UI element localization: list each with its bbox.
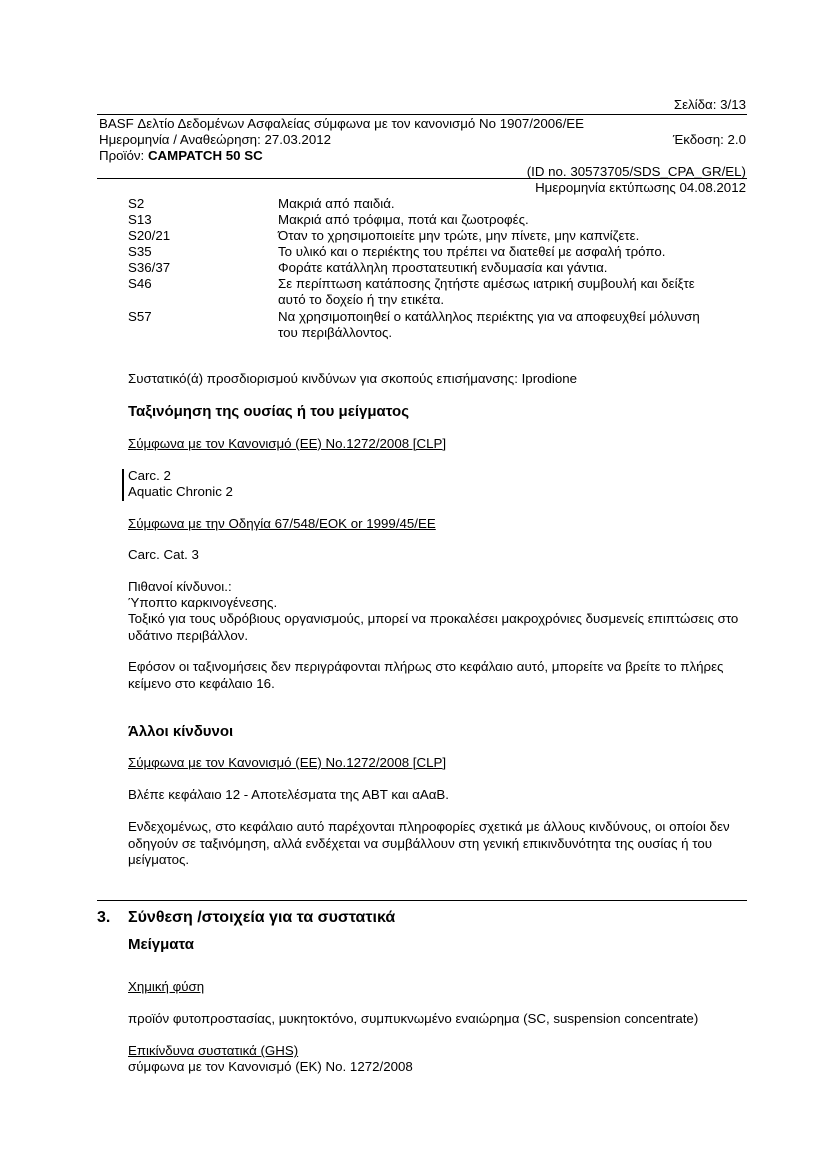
product-label: Προϊόν:	[99, 148, 148, 163]
labelling-components: Συστατικό(ά) προσδιορισμού κινδύνων για σκοπούς επισήμανσης: Iprodione	[128, 371, 578, 386]
hazardous-components-label: Επικίνδυνα συστατικά (GHS)	[128, 1043, 299, 1058]
safety-phrase-row	[128, 276, 748, 308]
phrase-text: Σε περίπτωση κατάποσης ζητήστε αμέσως ιατρική συμβουλή και δείξτε αυτό το δοχείο ή την ετικέτα.	[278, 276, 695, 307]
phrase-text: Να χρησιμοποιηθεί ο κατάλληλος περιέκτης για να αποφευχθεί μόλυνση του περιβάλλοντος.	[278, 309, 700, 340]
document-title: BASF Δελτίο Δεδομένων Ασφαλείας σύμφωνα με τον κανονισμό Νο 1907/2006/ΕΕ	[99, 116, 584, 131]
phrase-code: S36/37	[128, 260, 171, 275]
header-bottom-rule	[97, 178, 747, 179]
phrase-text: Μακριά από παιδιά.	[278, 196, 395, 211]
document-id: (ID no. 30573705/SDS_CPA_GR/EL)	[526, 164, 746, 179]
section-divider	[97, 900, 747, 901]
phrase-text: Το υλικό και ο περιέκτης του πρέπει να διατεθεί με ασφαλή τρόπο.	[278, 244, 666, 259]
clp-subheading: Σύμφωνα με τον Κανονισμό (ΕΕ) Νο.1272/2008 [CLP]	[128, 436, 447, 451]
chemical-nature-label: Χημική φύση	[128, 979, 205, 994]
directive-subheading: Σύμφωνα με την Οδηγία 67/548/ΕΟΚ or 1999/45/ΕΕ	[128, 516, 436, 531]
clp-classification-2: Aquatic Chronic 2	[128, 484, 233, 499]
safety-phrase-row	[128, 196, 748, 212]
hazardous-components-regulation: σύμφωνα με τον Κανονισμό (ΕΚ) Νο. 1272/2008	[128, 1059, 413, 1074]
phrase-text: Μακριά από τρόφιμα, ποτά και ζωοτροφές.	[278, 212, 529, 227]
revision-change-bar	[122, 469, 124, 501]
hazard-carcinogen: Ύποπτο καρκινογένεσης.	[128, 595, 278, 610]
safety-phrase-row	[128, 212, 748, 228]
hazards-title: Πιθανοί κίνδυνοι.:	[128, 579, 232, 594]
phrase-code: S35	[128, 244, 152, 259]
header-top-rule	[97, 114, 747, 115]
phrase-text: Όταν το χρησιμοποιείτε μην τρώτε, μην πίνετε, μην καπνίζετε.	[278, 228, 640, 243]
product-line	[99, 148, 263, 164]
safety-phrase-row	[128, 309, 748, 341]
page-number: Σελίδα: 3/13	[673, 97, 746, 112]
chemical-nature: προϊόν φυτοπροστασίας, μυκητοκτόνο, συμπυκνωμένο εναιώρημα (SC, suspension concentrate)	[128, 1011, 699, 1026]
version-label: Έκδοση: 2.0	[672, 132, 746, 147]
classification-heading: Ταξινόμηση της ουσίας ή του μείγματος	[128, 403, 410, 420]
phrase-code: S2	[128, 196, 145, 211]
clp-classification-1: Carc. 2	[128, 468, 171, 483]
phrase-code: S20/21	[128, 228, 171, 243]
directive-classification: Carc. Cat. 3	[128, 547, 199, 562]
safety-phrase-row	[128, 260, 748, 276]
print-date: Ημερομηνία εκτύπωσης 04.08.2012	[535, 180, 746, 195]
hazard-aquatic: Τοξικό για τους υδρόβιους οργανισμούς, μπορεί να προκαλέσει μακροχρόνιες δυσμενείς επιπτώσεις στο υδάτινο περιβάλλον.	[128, 611, 739, 643]
safety-phrase-row	[128, 228, 748, 244]
other-hazards-text: Ενδεχομένως, στο κεφάλαιο αυτό παρέχονται πληροφορίες σχετικά με άλλους κινδύνους, οι οποίοι δεν οδηγούν σε ταξινόμηση, αλλά ενδέχεται να συμβάλλουν στη γενική επικινδυνότητα της ουσίας ή του μείγματος.	[128, 819, 730, 867]
classification-note: Εφόσον οι ταξινομήσεις δεν περιγράφονται πλήρως στο κεφάλαιο αυτό, μπορείτε να βρείτε το πλήρες κείμενο στο κεφάλαιο 16.	[128, 659, 724, 691]
phrase-code: S46	[128, 276, 152, 291]
other-hazards-heading: Άλλοι κίνδυνοι	[128, 723, 234, 740]
safety-phrase-row	[128, 244, 748, 260]
phrase-code: S57	[128, 309, 152, 324]
pbt-reference: Βλέπε κεφάλαιο 12 - Αποτελέσματα της ΑΒΤ και αΑαΒ.	[128, 787, 449, 802]
phrase-code: S13	[128, 212, 152, 227]
other-hazards-clp-subheading: Σύμφωνα με τον Κανονισμό (ΕΕ) Νο.1272/2008 [CLP]	[128, 755, 447, 770]
revision-date: Ημερομηνία / Αναθεώρηση: 27.03.2012	[99, 132, 332, 147]
product-name: CAMPATCH 50 SC	[147, 148, 263, 163]
section-number: 3.	[97, 909, 111, 926]
phrase-text: Φοράτε κατάλληλη προστατευτική ενδυμασία και γάντια.	[278, 260, 608, 275]
section-title: Σύνθεση /στοιχεία για τα συστατικά	[128, 909, 396, 926]
section-subtitle: Μείγματα	[128, 936, 195, 953]
